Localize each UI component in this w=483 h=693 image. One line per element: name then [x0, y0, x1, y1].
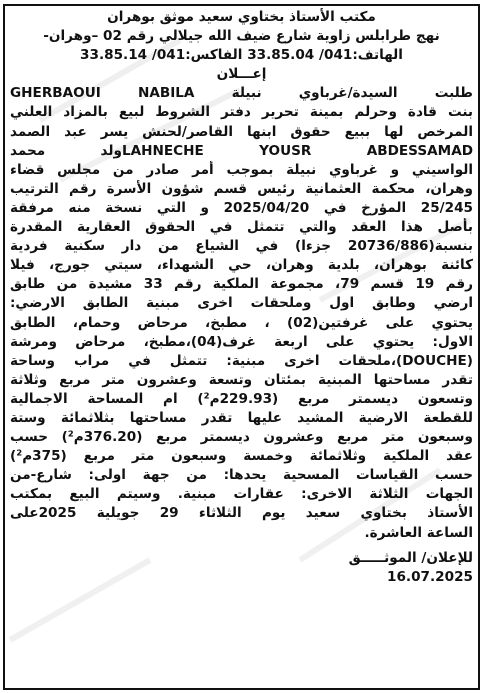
body-line: تقدر مساحتها المبنية بمئتان وتسعة وعشرون متر مربع وثلاثة [10, 371, 473, 388]
body-line: الساعة العاشرة. [364, 524, 473, 541]
body-line: 25/245 المؤرخ في 2025/04/20 و التي نسخة منه مرفقة [10, 199, 473, 216]
body-line: (DOUCHE)،ملحقات اخرى مبنية: تتمثل في مراب وساحة [10, 352, 473, 369]
body-line: LAHNECHE YOUSR ABDESSAMADولد محمد [10, 142, 473, 159]
notary-address: نهج طرابلس زاوية شارع ضيف الله جيلالي رقم 02 –وهران- [43, 28, 440, 45]
body-line: المرخص لها ببيع حقوق ابنها القاصر/لحنش يسر عبد الصمد [10, 123, 473, 140]
body-line: ارضي وطابق اول وملحقات اخرى مبنية الطابق الارضي: [10, 295, 473, 312]
notary-office: مكتب الأستاذ بختاوي سعيد موثق بوهران [107, 9, 376, 25]
body-line: بنسبة(20736/886 جزءا) في الشياع من دار سكنية فردية [10, 238, 473, 255]
announcement-body [10, 84, 473, 542]
body-line: رقم 19 قسم 79، مجموعة الملكية رقم 33 مشيدة من طابق [10, 276, 473, 293]
body-line: عقد الملكية وثلاثمائة وخمسة وسبعون متر مربع (375م²) [10, 448, 473, 465]
body-line: الواسيني و غرباوي نبيلة بموجب أمر صادر من مجلس قضاء [10, 161, 473, 178]
signoff [10, 549, 473, 587]
signoff-label: للإعلان/ الموثـــــق [348, 549, 473, 566]
body-line: وهران، محكمة العثمانية رئيس قسم شؤون الأسرة رقم الترتيب [10, 180, 473, 197]
body-line: كائنة بوهران، بلدية وهران، حي الشهداء، سيتي جورج، فيلا [10, 257, 473, 274]
body-line: بنت قادة وحرلم بمينة تحرير دفتر الشروط لبيع بالمزاد العلني [10, 104, 473, 121]
signoff-date: 16.07.2025 [387, 568, 473, 585]
body-line: الاول: يحتوي على اربعة غرف(04)،مطبخ، مرحاض ومرشة [10, 333, 473, 350]
announcement-title: إعـــلان [216, 66, 267, 83]
body-line: يحتوي على غرفتين(02) ، مطبخ، مرحاض وحمام، الطابق [10, 314, 473, 331]
body-line: وسبعون متر مربع وعشرون ديسمتر مربع (376.20م²) حسب [10, 429, 473, 446]
body-line: حسب القياسات المسحية يحدها: من جهة اولى: شارع-من [10, 467, 473, 484]
notary-header [10, 8, 473, 65]
body-line: وتسعون ديسمتر مربع (229.93م²) ام المساحة الاجمالية [10, 390, 473, 407]
body-line: للقطعة الارضية المشيد عليها تقدر مساحتها بثلاثمائة وستة [10, 409, 473, 426]
body-line: الجهات الثلاثة الاخرى: عقارات مبنية. وسيتم البيع بمكتب [10, 486, 473, 503]
notary-phones: الهاتف:041/ 33.85.04 الفاكس:041/ 33.85.14 [80, 47, 403, 64]
body-line: بأصل هذا العقد والتي تتمثل في الحقوق العقارية المقدرة [10, 219, 473, 236]
announcement-content [10, 8, 473, 587]
body-line: الأستاذ بختاوي سعيد يوم الثلاثاء 29 جويلية 2025على [10, 505, 473, 522]
body-line: طلبت السيدة/غرباوي نبيلة GHERBAOUI NABILA [10, 85, 473, 102]
